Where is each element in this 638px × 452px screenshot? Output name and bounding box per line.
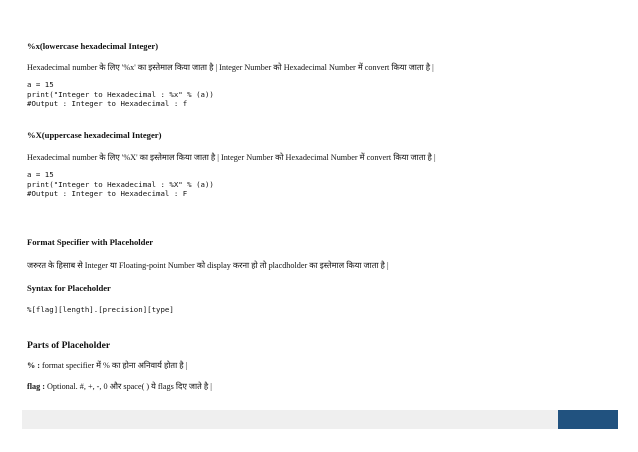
upper-hex-description: Hexadecimal number के लिए '%X' का इस्तेमाल किया जाता है | Integer Number को Hexadecimal Number में convert किया जाता है | (27, 153, 436, 162)
footer-bar (22, 410, 618, 429)
parts-item-percent (27, 360, 187, 371)
lower-hex-description: Hexadecimal number के लिए '%x' का इस्तेमाल किया जाता है | Integer Number को Hexadecimal Number में convert किया जाता है | (27, 63, 434, 72)
upper-hex-heading: %X(uppercase hexadecimal Integer) (27, 130, 162, 140)
parts-item-text: format specifier में % का होना अनिवार्य होता है | (39, 361, 188, 370)
parts-item-text: Optional. #, +, -, 0 और space( ) ये flags दिए जाते है | (44, 382, 212, 391)
parts-heading: Parts of Placeholder (27, 340, 111, 351)
parts-item-flag (27, 381, 212, 392)
lower-hex-code (27, 80, 214, 109)
code-line: print("Integer to Hexadecimal : %X" % (a)) (27, 179, 214, 189)
code-line: a = 15 (27, 80, 54, 89)
syntax-code: %[flag][length].[precision][type] (27, 305, 174, 314)
code-line: a = 15 (27, 170, 54, 179)
code-line: print("Integer to Hexadecimal : %x" % (a)) (27, 89, 214, 99)
upper-hex-code (27, 170, 214, 199)
parts-item-label: flag : (27, 382, 45, 391)
placeholder-heading: Format Specifier with Placeholder (27, 237, 154, 247)
lower-hex-heading: %x(lowercase hexadecimal Integer) (27, 41, 159, 51)
code-line: #Output : Integer to Hexadecimal : f (27, 99, 188, 109)
syntax-heading: Syntax for Placeholder (27, 283, 111, 293)
parts-item-label: % : (27, 361, 40, 370)
footer-accent-block (558, 410, 618, 429)
code-line: #Output : Integer to Hexadecimal : F (27, 189, 188, 199)
placeholder-description: जरुरत के हिसाब से Integer या Floating-point Number को display करना हो तो placdholder का इस्तेमाल किया जाता है | (27, 261, 389, 270)
